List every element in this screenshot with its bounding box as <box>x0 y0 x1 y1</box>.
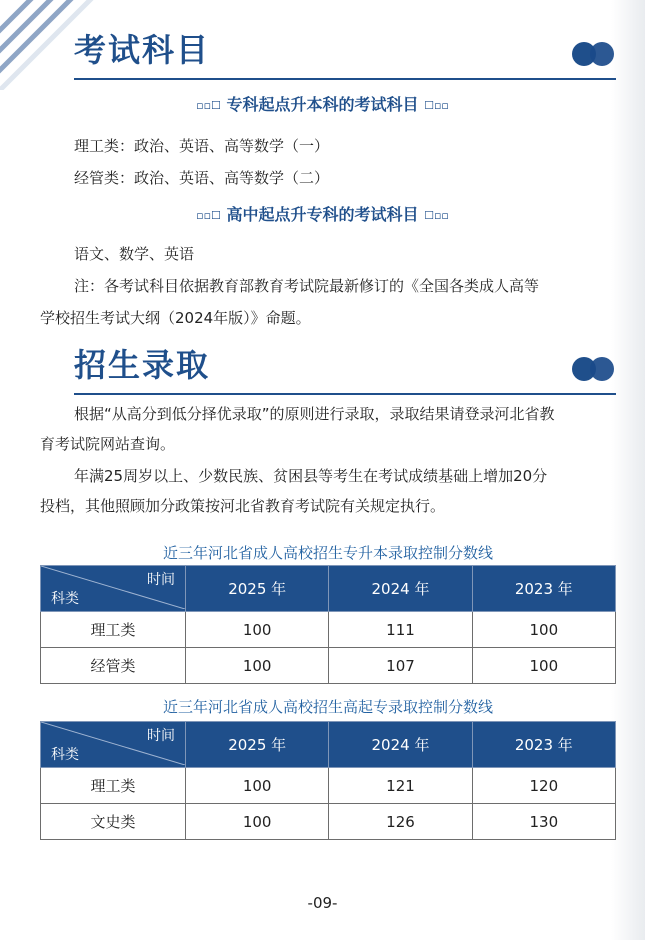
section-rule <box>74 78 616 80</box>
table-title: 近三年河北省成人高校招生专升本录取控制分数线 <box>162 544 493 562</box>
ornament-left-icon: ▫▫☐ <box>196 99 221 112</box>
note-line: 学校招生考试大纲（2024年版）》命题。 <box>40 309 311 327</box>
subheading-upgrade-subjects: ▫▫☐ 专科起点升本科的考试科目 ☐▫▫ <box>196 95 449 114</box>
page-number: -09- <box>307 894 338 912</box>
category-cell: 文史类 <box>41 804 186 840</box>
circle-dots-icon <box>572 42 616 66</box>
section-title: 招生录取 <box>74 346 211 384</box>
score-cell: 100 <box>186 648 329 684</box>
subheading-highschool-subjects: ▫▫☐ 高中起点升专科的考试科目 ☐▫▫ <box>196 205 449 224</box>
score-cell: 100 <box>186 804 329 840</box>
paragraph-line: 育考试院网站查询。 <box>40 435 176 453</box>
score-cell: 130 <box>472 804 615 840</box>
table-row <box>41 648 616 684</box>
score-cell: 100 <box>186 768 329 804</box>
section-heading-admission <box>74 345 616 385</box>
score-table-upgrade <box>40 565 616 684</box>
table-header-row <box>41 722 616 768</box>
score-table-highschool <box>40 721 616 840</box>
paragraph-line: 投档，其他照顾加分政策按河北省教育考试院有关规定执行。 <box>40 497 446 515</box>
year-header: 2024 年 <box>329 566 472 612</box>
ornament-left-icon: ▫▫☐ <box>196 209 221 222</box>
paragraph-line: 年满25周岁以上、少数民族、贫困县等考生在考试成绩基础上增加20分 <box>74 467 548 485</box>
right-edge-shade <box>611 0 645 940</box>
table-row <box>41 804 616 840</box>
score-cell: 126 <box>329 804 472 840</box>
category-cell: 经管类 <box>41 648 186 684</box>
table-header-row <box>41 566 616 612</box>
section-title: 考试科目 <box>74 31 211 69</box>
table-row <box>41 612 616 648</box>
section-rule <box>74 393 616 395</box>
table-title: 近三年河北省成人高校招生高起专录取控制分数线 <box>162 698 493 716</box>
corner-header-cell: 时间 科类 <box>41 566 186 612</box>
score-cell: 120 <box>472 768 615 804</box>
year-header: 2025 年 <box>186 566 329 612</box>
year-header: 2023 年 <box>472 722 615 768</box>
note-line: 注：各考试科目依据教育部教育考试院最新修订的《全国各类成人高等 <box>74 277 540 295</box>
text-line: 语文、数学、英语 <box>74 245 195 263</box>
score-cell: 100 <box>186 612 329 648</box>
score-cell: 100 <box>472 612 615 648</box>
ornament-right-icon: ☐▫▫ <box>424 209 449 222</box>
year-header: 2024 年 <box>329 722 472 768</box>
corner-header-cell: 时间 科类 <box>41 722 186 768</box>
paragraph-line: 根据“从高分到低分择优录取”的原则进行录取，录取结果请登录河北省教 <box>74 405 555 423</box>
score-cell: 121 <box>329 768 472 804</box>
circle-dots-icon <box>572 357 616 381</box>
text-line: 理工类：政治、英语、高等数学（一） <box>74 137 330 155</box>
category-cell: 理工类 <box>41 612 186 648</box>
score-cell: 107 <box>329 648 472 684</box>
text-line: 经管类：政治、英语、高等数学（二） <box>74 169 330 187</box>
ornament-right-icon: ☐▫▫ <box>424 99 449 112</box>
score-cell: 111 <box>329 612 472 648</box>
category-cell: 理工类 <box>41 768 186 804</box>
year-header: 2025 年 <box>186 722 329 768</box>
section-heading-exam-subjects <box>74 30 616 70</box>
score-cell: 100 <box>472 648 615 684</box>
year-header: 2023 年 <box>472 566 615 612</box>
table-row <box>41 768 616 804</box>
